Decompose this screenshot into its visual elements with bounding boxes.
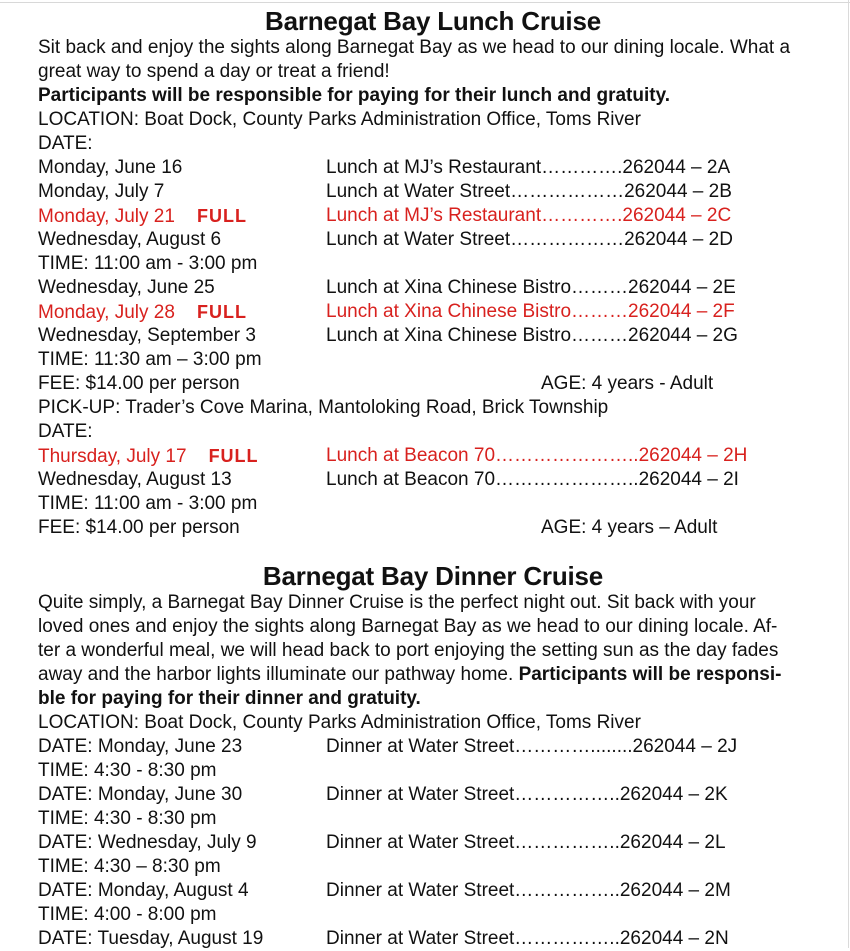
- lunch-row-date: Monday, July 21: [38, 206, 175, 227]
- dinner-row-time: TIME: 4:30 - 8:30 pm: [38, 760, 217, 781]
- fee-text: FEE: $14.00 per person: [38, 373, 240, 394]
- lunch-time-1: TIME: 11:00 am - 3:00 pm: [38, 253, 258, 274]
- dinner-responsibility-cont: ble for paying for their dinner and gratuity.: [38, 688, 421, 709]
- dinner-row-desc: Dinner at Water Street……………..262044 – 2N: [326, 928, 729, 949]
- lunch-row-full: [38, 300, 828, 324]
- lunch-group-3: [38, 444, 828, 492]
- document-page: [38, 6, 828, 951]
- lunch-row-desc: Lunch at Water Street………………262044 – 2D: [326, 229, 733, 250]
- age-text: AGE: 4 years - Adult: [541, 373, 714, 394]
- lunch-row-desc: Lunch at Beacon 70…………………..262044 – 2I: [326, 469, 739, 490]
- dinner-row-time: TIME: 4:30 – 8:30 pm: [38, 856, 221, 877]
- lunch-group-1: [38, 156, 828, 252]
- dinner-intro-line: loved ones and enjoy the sights along Barnegat Bay as we head to our dining locale. Af-: [38, 616, 778, 637]
- dinner-row: [38, 831, 828, 855]
- lunch-row-full: [38, 444, 828, 468]
- lunch-row-desc: Lunch at Xina Chinese Bistro………262044 – 2G: [326, 325, 738, 346]
- age-text: AGE: 4 years – Adult: [541, 517, 718, 538]
- full-badge: FULL: [196, 206, 247, 226]
- lunch-row-date: Wednesday, August 13: [38, 469, 232, 490]
- right-rule: [848, 0, 849, 948]
- lunch-responsibility: Participants will be responsible for paying for their lunch and gratuity.: [38, 85, 671, 106]
- dinner-row-time: TIME: 4:30 - 8:30 pm: [38, 808, 217, 829]
- dinner-row: [38, 735, 828, 759]
- dinner-row-time: TIME: 4:00 - 8:00 pm: [38, 904, 217, 925]
- lunch-row-desc: Lunch at Xina Chinese Bistro………262044 – 2E: [326, 277, 736, 298]
- lunch-row: [38, 228, 828, 252]
- dinner-row-desc: Dinner at Water Street……………..262044 – 2M: [326, 880, 731, 901]
- lunch-pickup: PICK-UP: Trader’s Cove Marina, Mantoloking Road, Brick Township: [38, 397, 609, 418]
- dinner-intro-line: ter a wonderful meal, we will head back to port enjoying the setting sun as the day fades: [38, 640, 779, 661]
- dinner-row-desc: Dinner at Water Street……………..262044 – 2K: [326, 784, 728, 805]
- dinner-row: [38, 879, 828, 903]
- lunch-date-label-2: DATE:: [38, 421, 93, 442]
- dinner-row: [38, 783, 828, 807]
- lunch-row-desc: Lunch at MJ’s Restaurant………….262044 – 2C: [326, 205, 732, 226]
- dinner-intro-line: away and the harbor lights illuminate our pathway home. Participants will be responsi-: [38, 664, 782, 685]
- dinner-cruise-section: [38, 561, 828, 951]
- dinner-schedule: [38, 735, 828, 951]
- dinner-row-desc: Dinner at Water Street……………..262044 – 2L: [326, 832, 726, 853]
- lunch-row-date: Thursday, July 17: [38, 446, 187, 467]
- lunch-row-desc: Lunch at Beacon 70…………………..262044 – 2H: [326, 445, 748, 466]
- section-spacer: [38, 540, 828, 561]
- fee-text: FEE: $14.00 per person: [38, 517, 240, 538]
- lunch-cruise-section: [38, 6, 828, 540]
- lunch-group-2: [38, 276, 828, 348]
- lunch-date-label: DATE:: [38, 133, 93, 154]
- dinner-row-date: DATE: Monday, August 4: [38, 880, 249, 901]
- lunch-location: LOCATION: Boat Dock, County Parks Administration Office, Toms River: [38, 109, 641, 130]
- lunch-row-date: Monday, July 28: [38, 302, 175, 323]
- lunch-row: [38, 180, 828, 204]
- lunch-row: [38, 324, 828, 348]
- dinner-location: LOCATION: Boat Dock, County Parks Administration Office, Toms River: [38, 712, 641, 733]
- top-rule: [0, 2, 850, 3]
- lunch-row-date: Monday, July 7: [38, 181, 165, 202]
- dinner-row-desc: Dinner at Water Street…………........262044 – 2J: [326, 736, 738, 757]
- lunch-row-date: Wednesday, August 6: [38, 229, 222, 250]
- dinner-row: [38, 927, 828, 951]
- dinner-row-date: DATE: Monday, June 30: [38, 784, 243, 805]
- lunch-intro: Sit back and enjoy the sights along Barnegat Bay as we head to our dining locale. What a great way to spend a day or treat a friend!: [38, 37, 791, 82]
- lunch-row: [38, 276, 828, 300]
- dinner-cruise-title: Barnegat Bay Dinner Cruise: [262, 561, 604, 591]
- lunch-row-full: [38, 204, 828, 228]
- lunch-time-2: TIME: 11:30 am – 3:00 pm: [38, 349, 262, 370]
- lunch-row-date: Wednesday, June 25: [38, 277, 215, 298]
- lunch-row-date: Monday, June 16: [38, 157, 183, 178]
- lunch-time-3: TIME: 11:00 am - 3:00 pm: [38, 493, 258, 514]
- dinner-row-date: DATE: Tuesday, August 19: [38, 928, 264, 949]
- lunch-fee-age-2: [38, 516, 828, 540]
- dinner-row-date: DATE: Monday, June 23: [38, 736, 243, 757]
- full-badge: FULL: [208, 446, 259, 466]
- lunch-row-desc: Lunch at MJ’s Restaurant………….262044 – 2A: [326, 157, 731, 178]
- lunch-row-date: Wednesday, September 3: [38, 325, 256, 346]
- lunch-cruise-title: Barnegat Bay Lunch Cruise: [265, 6, 601, 36]
- dinner-intro-line: Quite simply, a Barnegat Bay Dinner Cruise is the perfect night out. Sit back with your: [38, 592, 756, 613]
- dinner-responsibility: Participants will be responsi-: [518, 664, 782, 685]
- lunch-row: [38, 468, 828, 492]
- lunch-row-desc: Lunch at Xina Chinese Bistro………262044 – 2F: [326, 301, 735, 322]
- lunch-fee-age-1: [38, 372, 828, 396]
- dinner-row-date: DATE: Wednesday, July 9: [38, 832, 257, 853]
- full-badge: FULL: [196, 302, 247, 322]
- lunch-row-desc: Lunch at Water Street………………262044 – 2B: [326, 181, 732, 202]
- lunch-row: [38, 156, 828, 180]
